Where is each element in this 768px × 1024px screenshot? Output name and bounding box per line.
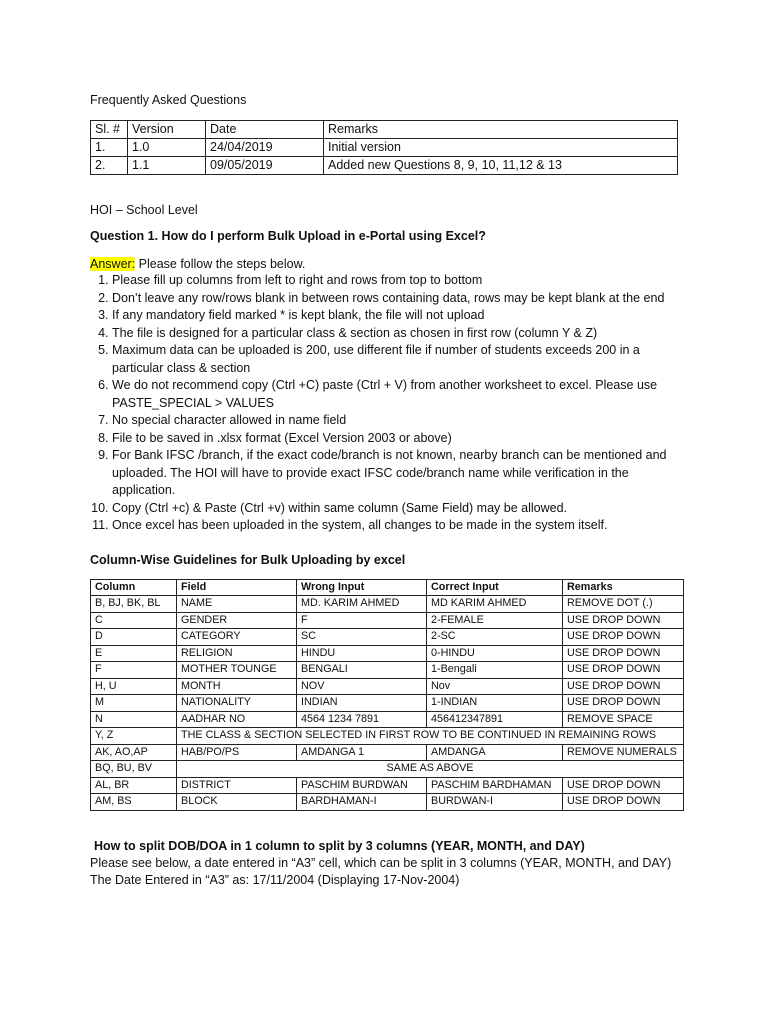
answer-intro bbox=[90, 257, 690, 271]
table-cell: AMDANGA 1 bbox=[297, 744, 427, 761]
table-row bbox=[91, 629, 684, 646]
table-cell: GENDER bbox=[177, 612, 297, 629]
table-cell: RELIGION bbox=[177, 645, 297, 662]
split-description: Please see below, a date entered in “A3” cell, which can be split in 3 columns (YEAR, MONTH, and DAY) bbox=[90, 855, 672, 870]
table-cell: USE DROP DOWN bbox=[563, 777, 684, 794]
list-item: 5. Maximum data can be uploaded is 200, use different file if number of students exceeds 200 in a particular class & section bbox=[112, 342, 690, 377]
list-item: 11. Once excel has been uploaded in the system, all changes to be made in the system itself. bbox=[112, 517, 690, 535]
list-item: 8. File to be saved in .xlsx format (Excel Version 2003 or above) bbox=[112, 430, 690, 448]
table-cell: AM, BS bbox=[91, 794, 177, 811]
table-cell: USE DROP DOWN bbox=[563, 629, 684, 646]
table-cell: AL, BR bbox=[91, 777, 177, 794]
table-header-cell: Remarks bbox=[324, 121, 678, 139]
table-header-cell: Date bbox=[206, 121, 324, 139]
table-cell: MD. KARIM AHMED bbox=[297, 596, 427, 613]
table-cell: 2. bbox=[91, 157, 128, 175]
table-row bbox=[91, 139, 678, 157]
table-cell: BARDHAMAN-I bbox=[297, 794, 427, 811]
table-row bbox=[91, 777, 684, 794]
table-row bbox=[91, 794, 684, 811]
table-cell: CATEGORY bbox=[177, 629, 297, 646]
table-cell: USE DROP DOWN bbox=[563, 678, 684, 695]
table-cell: 456412347891 bbox=[427, 711, 563, 728]
table-cell: N bbox=[91, 711, 177, 728]
version-history-table bbox=[90, 120, 678, 175]
table-cell: 0-HINDU bbox=[427, 645, 563, 662]
table-cell: THE CLASS & SECTION SELECTED IN FIRST ROW TO BE CONTINUED IN REMAINING ROWS bbox=[177, 728, 684, 745]
table-cell: REMOVE SPACE bbox=[563, 711, 684, 728]
table-header-cell: Remarks bbox=[563, 579, 684, 596]
table-cell: 1.0 bbox=[128, 139, 206, 157]
table-cell: 2-SC bbox=[427, 629, 563, 646]
table-cell: B, BJ, BK, BL bbox=[91, 596, 177, 613]
table-cell: 2-FEMALE bbox=[427, 612, 563, 629]
table-cell: H, U bbox=[91, 678, 177, 695]
table-cell: PASCHIM BARDHAMAN bbox=[427, 777, 563, 794]
list-item: 7. No special character allowed in name field bbox=[112, 412, 690, 430]
answer-label: Answer: bbox=[90, 257, 136, 271]
table-cell: BLOCK bbox=[177, 794, 297, 811]
table-cell: PASCHIM BURDWAN bbox=[297, 777, 427, 794]
table-cell: USE DROP DOWN bbox=[563, 645, 684, 662]
table-row bbox=[91, 695, 684, 712]
table-cell: HAB/PO/PS bbox=[177, 744, 297, 761]
table-cell: MD KARIM AHMED bbox=[427, 596, 563, 613]
table-row bbox=[91, 645, 684, 662]
table-cell: Nov bbox=[427, 678, 563, 695]
steps-list bbox=[90, 272, 690, 535]
list-item: 6. We do not recommend copy (Ctrl +C) paste (Ctrl + V) from another worksheet to excel. Please use PASTE_SPECIAL > VALUES bbox=[112, 377, 690, 412]
table-row bbox=[91, 678, 684, 695]
document-title: Frequently Asked Questions bbox=[90, 93, 247, 107]
table-cell: NATIONALITY bbox=[177, 695, 297, 712]
guidelines-table bbox=[90, 579, 684, 811]
table-cell: AMDANGA bbox=[427, 744, 563, 761]
guidelines-heading: Column-Wise Guidelines for Bulk Uploading by excel bbox=[90, 552, 406, 567]
table-cell: SC bbox=[297, 629, 427, 646]
table-row bbox=[91, 157, 678, 175]
table-cell: 09/05/2019 bbox=[206, 157, 324, 175]
table-cell: HINDU bbox=[297, 645, 427, 662]
table-cell: DISTRICT bbox=[177, 777, 297, 794]
list-item: 9. For Bank IFSC /branch, if the exact code/branch is not known, nearby branch can be mentioned and uploaded. The HOI will have to provide exact IFSC code/branch name while verification in the application. bbox=[112, 447, 690, 500]
table-cell: NOV bbox=[297, 678, 427, 695]
table-row bbox=[91, 711, 684, 728]
table-header-cell: Correct Input bbox=[427, 579, 563, 596]
list-item: 10. Copy (Ctrl +c) & Paste (Ctrl +v) within same column (Same Field) may be allowed. bbox=[112, 500, 690, 518]
table-cell: USE DROP DOWN bbox=[563, 662, 684, 679]
table-cell: F bbox=[91, 662, 177, 679]
table-header-cell: Wrong Input bbox=[297, 579, 427, 596]
table-header-cell: Field bbox=[177, 579, 297, 596]
table-header-cell: Sl. # bbox=[91, 121, 128, 139]
table-row bbox=[91, 744, 684, 761]
question-heading: Question 1. How do I perform Bulk Upload in e-Portal using Excel? bbox=[90, 229, 486, 243]
section-label: HOI – School Level bbox=[90, 203, 198, 217]
list-item: 2. Don’t leave any row/rows blank in between rows containing data, rows may be kept blank at the end bbox=[112, 290, 690, 308]
table-cell: BENGALI bbox=[297, 662, 427, 679]
list-item: 4. The file is designed for a particular class & section as chosen in first row (column Y & Z) bbox=[112, 325, 690, 343]
split-example: The Date Entered in “A3” as: 17/11/2004 (Displaying 17-Nov-2004) bbox=[90, 872, 460, 887]
table-cell: USE DROP DOWN bbox=[563, 794, 684, 811]
table-header-cell: Version bbox=[128, 121, 206, 139]
table-cell: SAME AS ABOVE bbox=[177, 761, 684, 778]
table-row bbox=[91, 662, 684, 679]
table-cell: REMOVE DOT (.) bbox=[563, 596, 684, 613]
table-cell: Added new Questions 8, 9, 10, 11,12 & 13 bbox=[324, 157, 678, 175]
table-cell: 1-Bengali bbox=[427, 662, 563, 679]
table-cell: 1.1 bbox=[128, 157, 206, 175]
table-cell: NAME bbox=[177, 596, 297, 613]
document-page bbox=[90, 93, 690, 889]
table-cell: MONTH bbox=[177, 678, 297, 695]
table-cell: C bbox=[91, 612, 177, 629]
table-cell: USE DROP DOWN bbox=[563, 695, 684, 712]
table-cell: 4564 1234 7891 bbox=[297, 711, 427, 728]
table-cell: 1-INDIAN bbox=[427, 695, 563, 712]
table-row bbox=[91, 596, 684, 613]
table-cell: M bbox=[91, 695, 177, 712]
table-cell: F bbox=[297, 612, 427, 629]
answer-intro-text: Please follow the steps below. bbox=[135, 257, 306, 271]
table-cell: USE DROP DOWN bbox=[563, 612, 684, 629]
table-row bbox=[91, 728, 684, 745]
table-cell: BURDWAN-I bbox=[427, 794, 563, 811]
table-row bbox=[91, 612, 684, 629]
table-cell: MOTHER TOUNGE bbox=[177, 662, 297, 679]
list-item: 3. If any mandatory field marked * is kept blank, the file will not upload bbox=[112, 307, 690, 325]
table-cell: INDIAN bbox=[297, 695, 427, 712]
split-heading: How to split DOB/DOA in 1 column to split by 3 columns (YEAR, MONTH, and DAY) bbox=[94, 838, 585, 853]
table-cell: D bbox=[91, 629, 177, 646]
table-cell: Y, Z bbox=[91, 728, 177, 745]
table-header-cell: Column bbox=[91, 579, 177, 596]
table-cell: REMOVE NUMERALS bbox=[563, 744, 684, 761]
table-cell: E bbox=[91, 645, 177, 662]
table-cell: 1. bbox=[91, 139, 128, 157]
table-cell: AK, AO,AP bbox=[91, 744, 177, 761]
table-cell: BQ, BU, BV bbox=[91, 761, 177, 778]
table-cell: AADHAR NO bbox=[177, 711, 297, 728]
table-header-row bbox=[91, 121, 678, 139]
table-header-row bbox=[91, 579, 684, 596]
list-item: 1. Please fill up columns from left to right and rows from top to bottom bbox=[112, 272, 690, 290]
table-row bbox=[91, 761, 684, 778]
table-cell: 24/04/2019 bbox=[206, 139, 324, 157]
table-cell: Initial version bbox=[324, 139, 678, 157]
